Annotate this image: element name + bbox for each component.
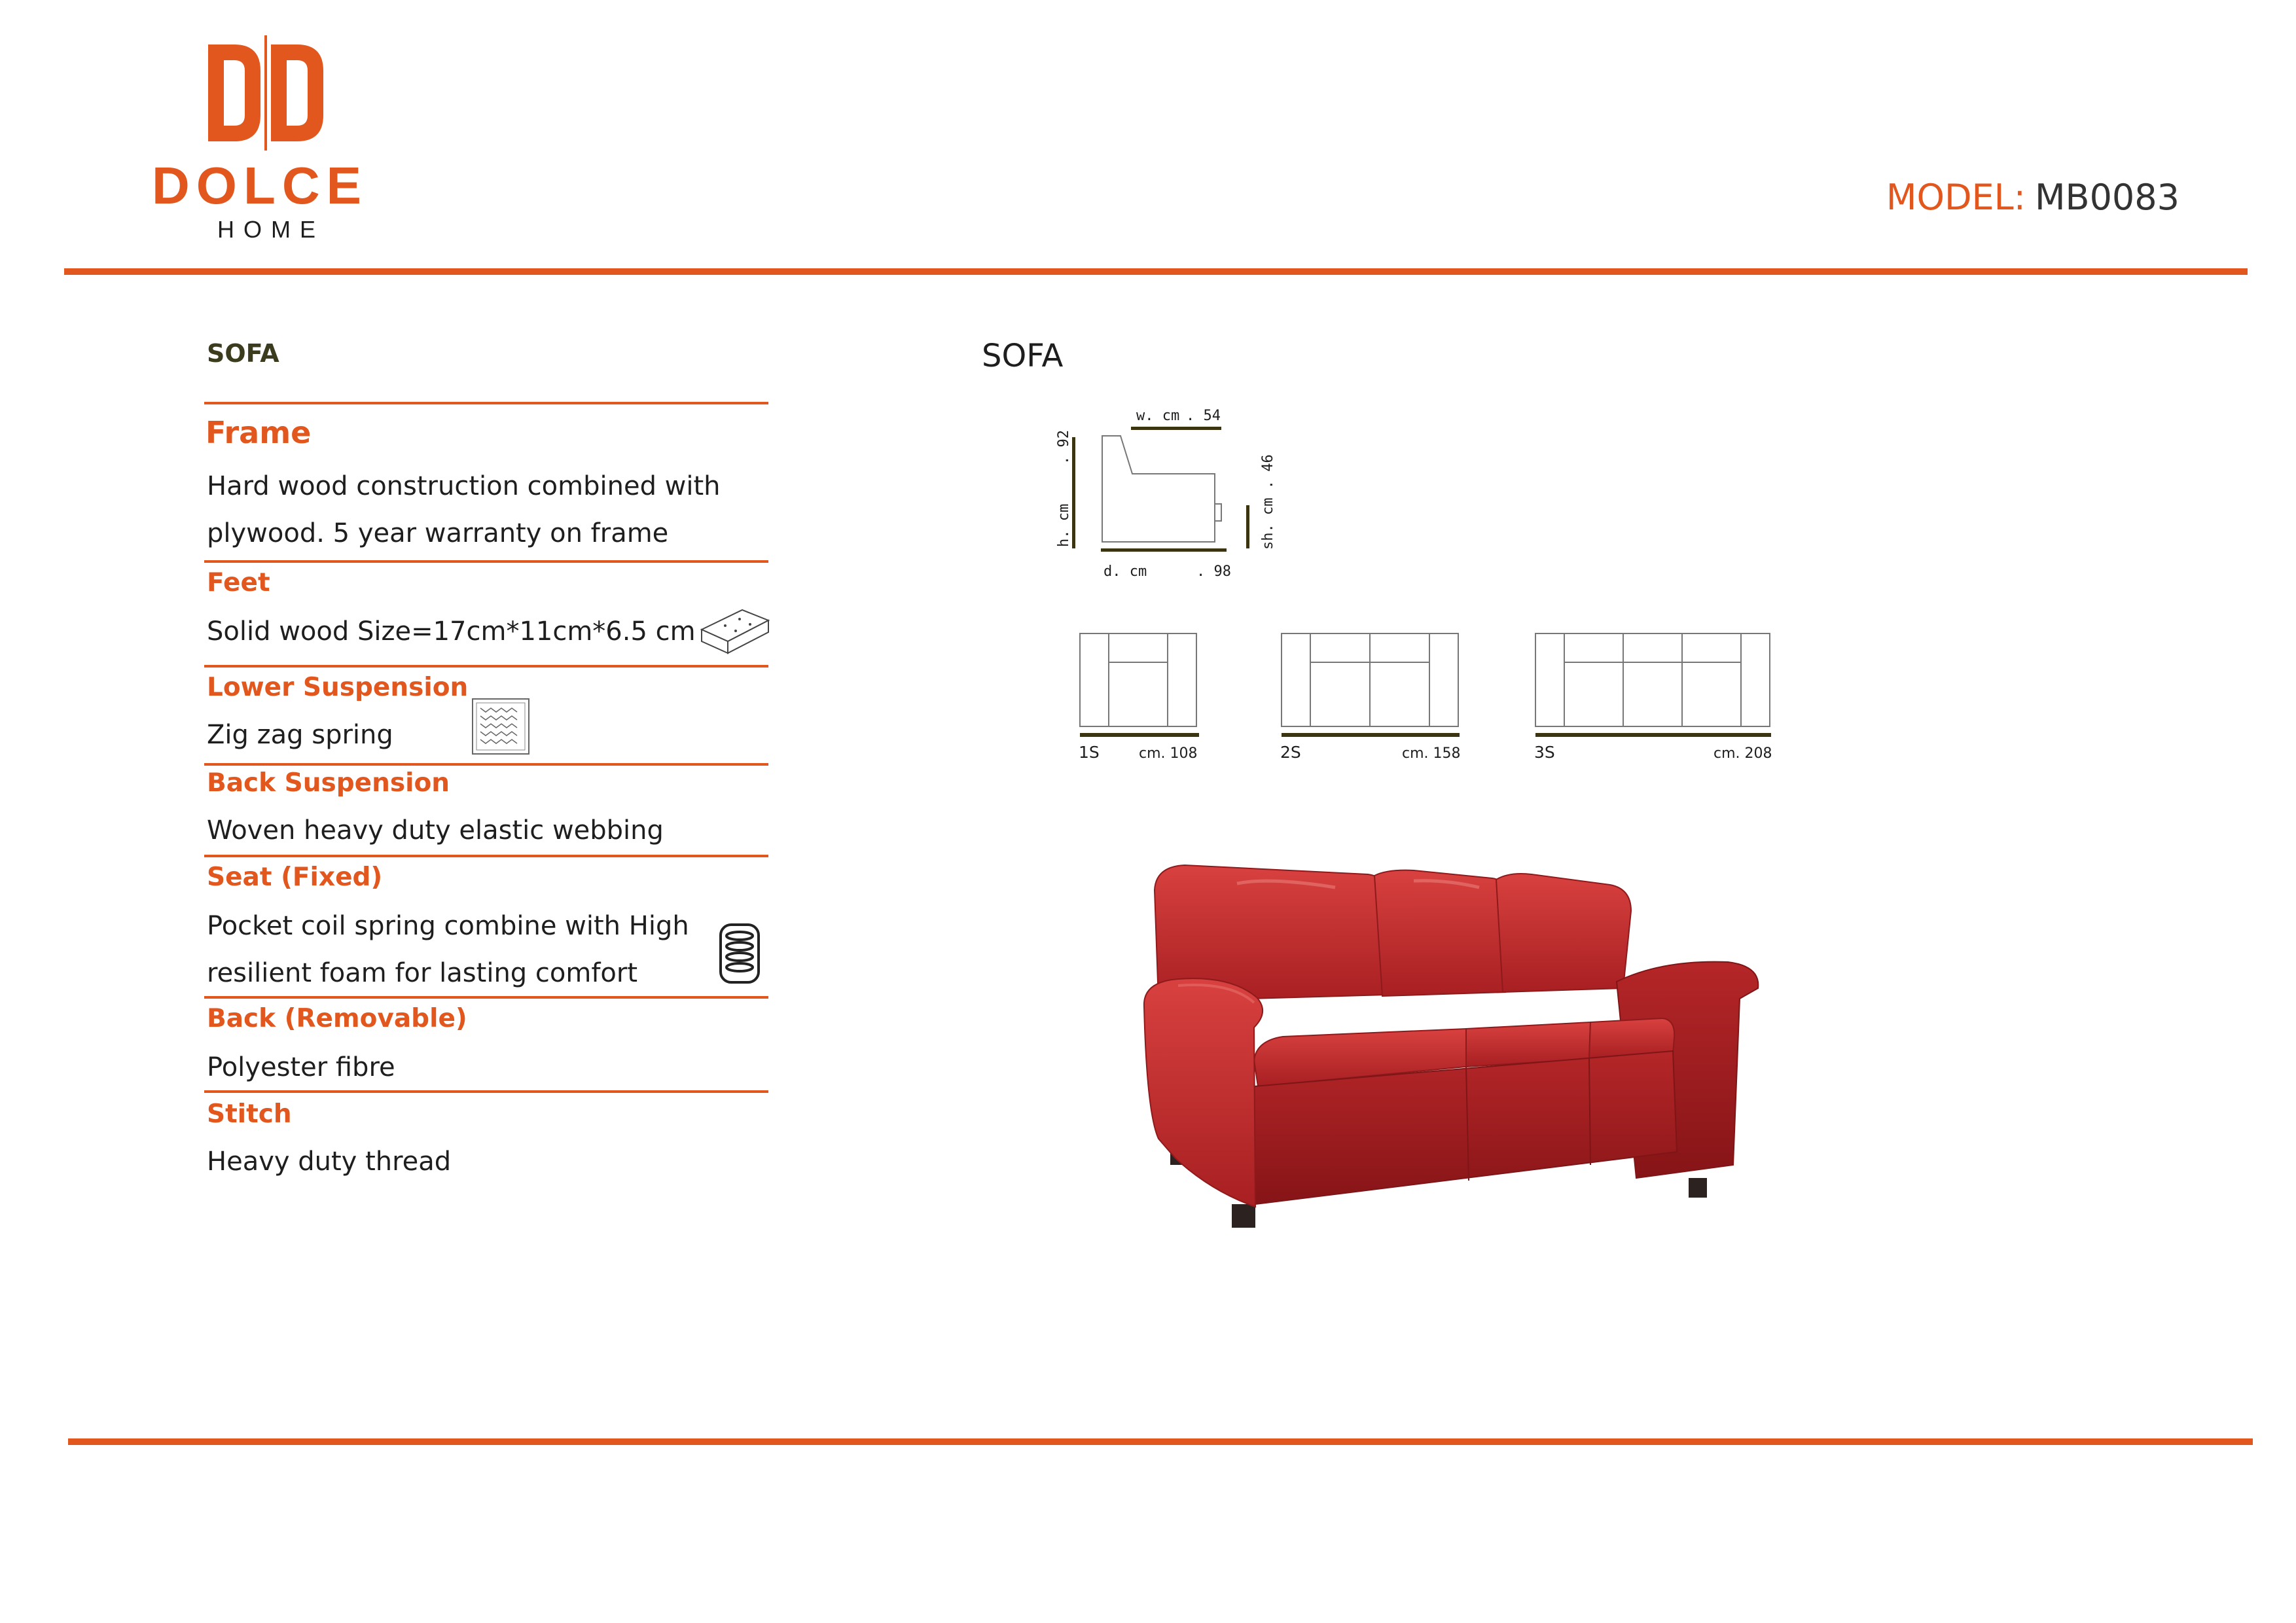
drawing-title: SOFA — [982, 338, 1064, 374]
header-rule — [64, 268, 2248, 275]
wood-foot-icon — [699, 601, 771, 657]
seat-height-dimension-bar — [1246, 505, 1249, 548]
model-value: MB0083 — [2034, 177, 2179, 218]
size-label: 1S — [1079, 743, 1100, 762]
width-bar — [1080, 733, 1199, 737]
height-value: . 92 — [1056, 430, 1072, 465]
frame-text-line-2: plywood. 5 year warranty on frame — [207, 518, 669, 548]
section-heading-back-suspension: Back Suspension — [207, 768, 450, 798]
width-bar — [1282, 733, 1460, 737]
sofa-foot — [1689, 1178, 1707, 1198]
side-view-diagram — [1034, 393, 1309, 589]
back-suspension-text: Woven heavy duty elastic webbing — [207, 815, 664, 846]
footer-rule — [68, 1438, 2253, 1445]
seat-text-line-2: resilient foam for lasting comfort — [207, 958, 638, 988]
product-photo — [1139, 851, 1780, 1243]
back-text: Polyester fibre — [207, 1052, 395, 1082]
section-divider — [204, 996, 768, 999]
section-heading-feet: Feet — [207, 568, 270, 597]
width-bar — [1535, 733, 1771, 737]
seat-height-label: sh. cm . 46 — [1260, 454, 1276, 550]
width-value: . 54 — [1186, 408, 1221, 424]
sofa-1s-outline — [1080, 633, 1196, 726]
coil-spring-icon — [719, 923, 761, 984]
section-divider — [204, 763, 768, 766]
seat-text-line-1: Pocket coil spring combine with High — [207, 911, 689, 941]
width-dimension-bar — [1131, 427, 1221, 430]
section-divider — [204, 560, 768, 563]
size-label: 3S — [1534, 743, 1555, 762]
model-heading — [1886, 177, 2179, 218]
frame-text-line-1: Hard wood construction combined with — [207, 471, 721, 501]
section-divider — [204, 1090, 768, 1093]
dd-monogram-icon — [207, 35, 325, 151]
size-3s-diagram — [1525, 628, 1774, 766]
chair-side-outline — [1102, 436, 1215, 542]
depth-label: d. cm — [1103, 563, 1147, 580]
stitch-text: Heavy duty thread — [207, 1147, 452, 1177]
section-heading-back: Back (Removable) — [207, 1004, 467, 1033]
left-arm — [1144, 978, 1263, 1207]
depth-dimension-bar — [1101, 548, 1227, 552]
brand-subname: HOME — [217, 216, 325, 243]
back-cushion-middle — [1374, 870, 1509, 996]
feet-text: Solid wood Size=17cm*11cm*6.5 cm — [207, 616, 696, 647]
sofa-3s-outline — [1535, 633, 1770, 726]
lower-suspension-text: Zig zag spring — [207, 720, 393, 750]
section-heading-lower-suspension: Lower Suspension — [207, 673, 469, 702]
height-dimension-bar — [1072, 437, 1075, 548]
chair-arm-profile — [1215, 504, 1221, 521]
zigzag-spring-icon — [471, 698, 530, 755]
section-heading-stitch: Stitch — [207, 1099, 292, 1129]
model-label: MODEL: — [1886, 177, 2026, 218]
spec-category: SOFA — [207, 339, 279, 368]
size-width: cm. 208 — [1713, 745, 1772, 762]
brand-name: DOLCE — [152, 156, 368, 215]
section-heading-seat: Seat (Fixed) — [207, 863, 383, 892]
sofa-foot — [1232, 1204, 1255, 1228]
height-label: h. cm — [1056, 503, 1072, 547]
section-divider — [204, 665, 768, 668]
size-1s-diagram — [1069, 628, 1213, 766]
width-label: w. cm — [1136, 408, 1180, 424]
section-divider — [204, 402, 768, 404]
size-width: cm. 158 — [1402, 745, 1461, 762]
size-label: 2S — [1280, 743, 1301, 762]
section-heading-frame: Frame — [206, 415, 312, 450]
back-cushion-right — [1496, 874, 1631, 992]
size-2s-diagram — [1271, 628, 1461, 766]
depth-value: . 98 — [1196, 563, 1231, 580]
section-divider — [204, 855, 768, 857]
size-width: cm. 108 — [1139, 745, 1198, 762]
